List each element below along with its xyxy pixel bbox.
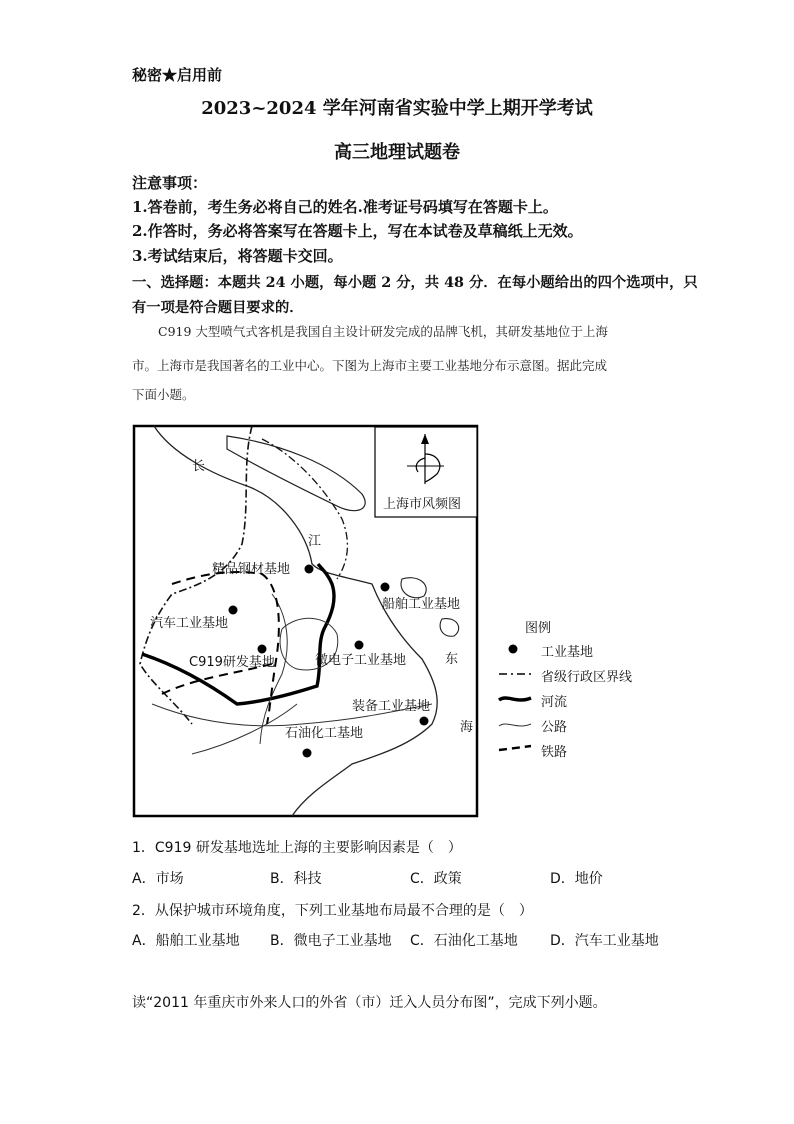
question-1-stem: 1．C919 研发基地选址上海的主要影响因素是（ ）: [132, 840, 462, 856]
label-dong: 东: [445, 652, 459, 667]
notice-heading: 注意事项：: [132, 174, 208, 192]
legend-title: 图例: [525, 621, 552, 636]
passage-line-2: 市。上海市是我国著名的工业中心。下图为上海市主要工业基地分布示意图。据此完成: [132, 358, 608, 373]
question-2-stem: 2．从保护城市环境角度，下列工业基地布局最不合理的是（ ）: [132, 903, 533, 919]
exam-subtitle: 高三地理试题卷: [334, 142, 460, 163]
base-dot-micro: [355, 641, 364, 650]
q2-option-c: C．石油化工基地: [410, 933, 518, 949]
base-dot-ship: [381, 583, 390, 592]
next-section-prompt: 读“2011 年重庆市外来人口的外省（市）迁入人员分布图”，完成下列小题。: [132, 995, 607, 1011]
q2-option-d: D．汽车工业基地: [550, 933, 659, 949]
label-hai: 海: [460, 720, 474, 735]
label-chang: 长: [192, 459, 206, 474]
base-dot-c919: [258, 645, 267, 654]
passage-line-1: C919 大型喷气式客机是我国自主设计研发完成的品牌飞机，其研发基地位于上海: [158, 324, 608, 339]
legend-river-icon: [499, 698, 531, 700]
legend-symbols: [497, 638, 537, 758]
label-auto-base: 汽车工业基地: [150, 616, 229, 631]
q1-option-d: D．地价: [550, 871, 603, 887]
base-dot-equip: [420, 717, 429, 726]
notice-item-1: 1.答卷前，考生务必将自己的姓名.准考证号码填写在答题卡上。: [132, 198, 558, 216]
section-instruction-line-1: 一、选择题：本题共 24 小题，每小题 2 分，共 48 分．在每小题给出的四个选项中，只: [132, 275, 698, 291]
exam-title: 2023~2024 学年河南省实验中学上期开学考试: [201, 98, 593, 119]
label-petro-base: 石油化工基地: [285, 726, 364, 741]
label-equip-base: 装备工业基地: [352, 699, 431, 714]
legend-item-boundary: 省级行政区界线: [541, 670, 633, 685]
label-micro-base: 微电子工业基地: [315, 653, 407, 668]
base-dot-petro: [303, 749, 312, 758]
legend-item-railway: 铁路: [541, 745, 568, 760]
legend-item-road: 公路: [541, 720, 568, 735]
legend-road-icon: [499, 724, 531, 726]
shanghai-industry-map: [132, 424, 482, 819]
base-dot-auto: [229, 606, 238, 615]
label-ship-base: 船舶工业基地: [382, 597, 461, 612]
notice-item-3: 3.考试结束后，将答题卡交回。: [132, 247, 343, 265]
q1-option-b: B．科技: [270, 871, 322, 887]
q1-option-a: A．市场: [132, 871, 184, 887]
inset-title: 上海市风频图: [383, 497, 462, 512]
section-instruction-line-2: 有一项是符合题目要求的．: [132, 300, 304, 316]
passage-line-3: 下面小题。: [132, 387, 195, 402]
q2-option-a: A．船舶工业基地: [132, 933, 240, 949]
legend-item-base: 工业基地: [541, 645, 594, 660]
label-steel-base: 精品钢材基地: [212, 562, 291, 577]
q2-option-b: B．微电子工业基地: [270, 933, 392, 949]
confidential-mark: 秘密★启用前: [132, 66, 223, 84]
base-dot-steel: [305, 565, 314, 574]
notice-item-2: 2.作答时，务必将答案写在答题卡上，写在本试卷及草稿纸上无效。: [132, 222, 583, 240]
label-c919-base: C919研发基地: [189, 655, 275, 670]
label-jiang: 江: [308, 534, 322, 549]
legend-railway-icon: [499, 746, 531, 750]
legend-dot-icon: [509, 645, 518, 654]
q1-option-c: C．政策: [410, 871, 462, 887]
legend-item-river: 河流: [541, 695, 568, 710]
